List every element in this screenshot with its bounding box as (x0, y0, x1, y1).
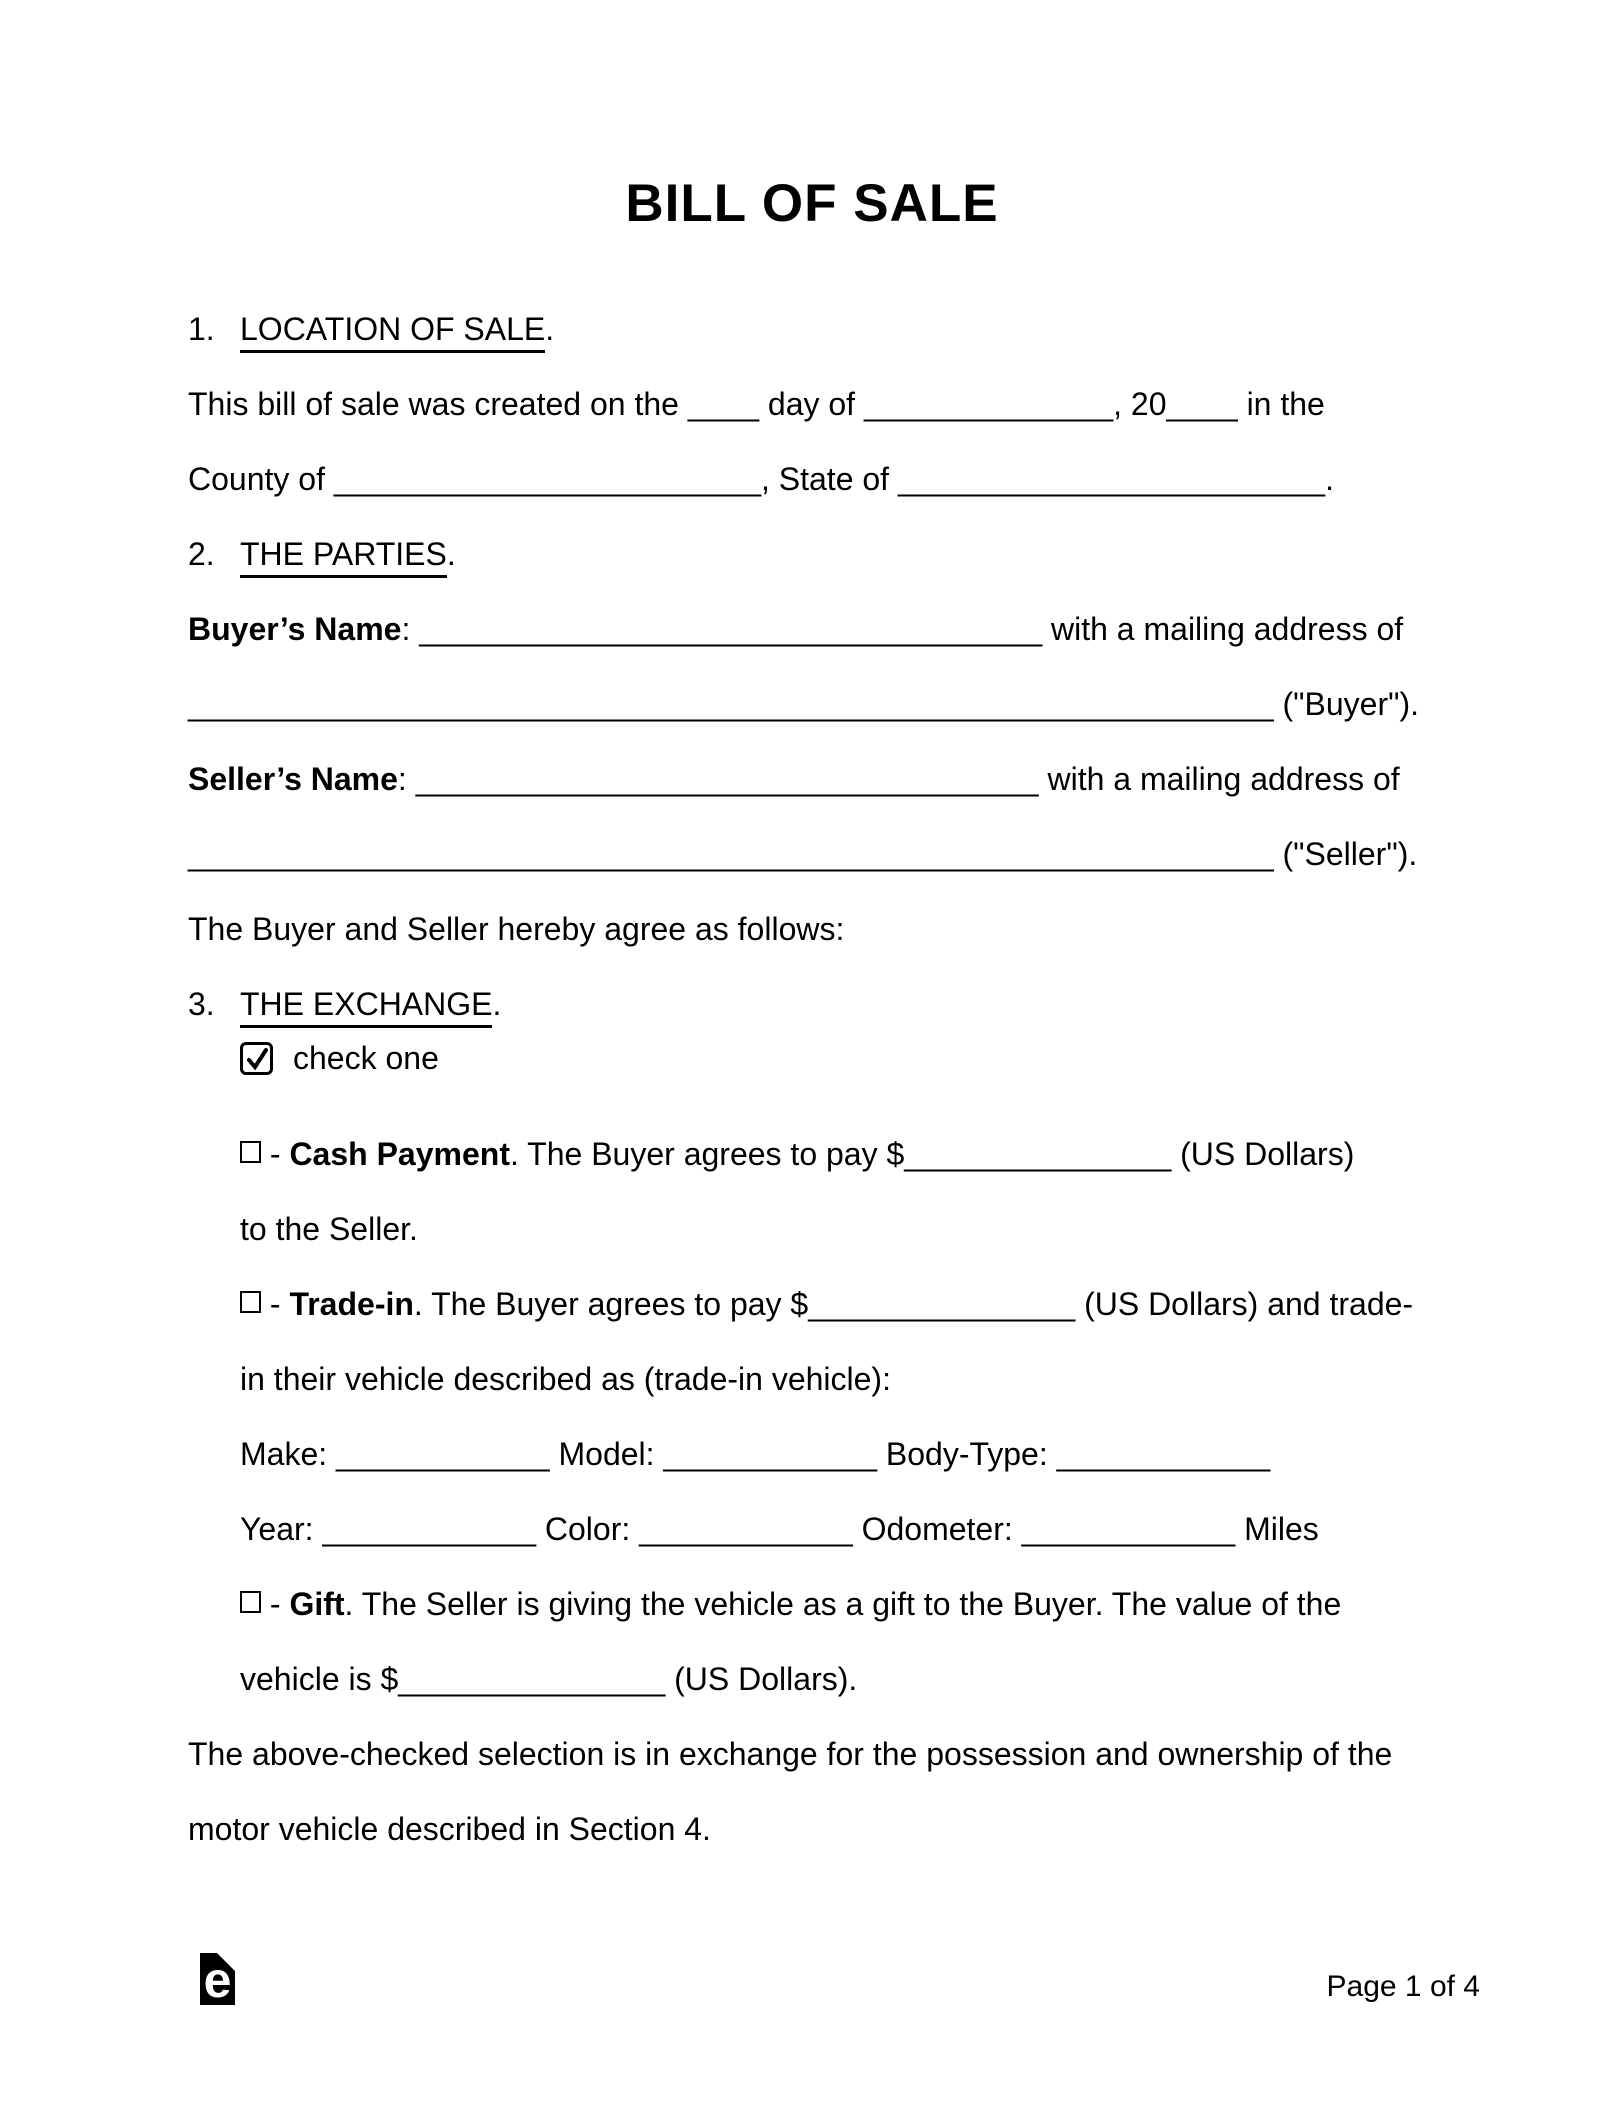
miles-label: Miles (1235, 1511, 1319, 1547)
trade-separator: - (261, 1286, 290, 1322)
buyer-name-label: Buyer’s Name (188, 611, 402, 647)
county-blank[interactable]: ________________________ (333, 461, 761, 497)
check-one-line (240, 1042, 439, 1075)
created-text-4: in the (1237, 386, 1325, 422)
trade-in-continuation: in their vehicle described as (trade-in vehicle): (240, 1361, 891, 1397)
model-blank[interactable]: ____________ (663, 1436, 877, 1472)
cash-payment-checkbox-icon[interactable] (240, 1141, 261, 1163)
gift-checkbox-icon[interactable] (240, 1591, 261, 1613)
vehicle-row-1 (240, 1435, 1270, 1473)
section-1-number: 1. (188, 311, 215, 347)
agreement-line: The Buyer and Seller hereby agree as follows: (188, 911, 845, 947)
gift-value-label: vehicle is $ (240, 1661, 399, 1697)
body-type-blank[interactable]: ____________ (1056, 1436, 1271, 1472)
gift-text-1: . The Seller is giving the vehicle as a gift to the Buyer. The value of the (344, 1586, 1342, 1622)
section-3-heading (188, 985, 501, 1023)
section-3-heading-period: . (492, 986, 502, 1022)
seller-name-blank[interactable]: ___________________________________ (415, 761, 1039, 797)
model-label: Model: (549, 1436, 664, 1472)
trade-in-label: Trade-in (289, 1286, 414, 1322)
trade-text-1: . The Buyer agrees to pay $ (413, 1286, 809, 1322)
check-one-label: check one (293, 1040, 439, 1076)
created-text-1: This bill of sale was created on the (188, 386, 688, 422)
seller-name-tail: with a mailing address of (1038, 761, 1400, 797)
section-2-number: 2. (188, 536, 215, 572)
section-1-heading-text: LOCATION OF SALE (240, 311, 545, 353)
page-number: Page 1 of 4 (1326, 1970, 1480, 2003)
document-title: BILL OF SALE (625, 174, 999, 233)
buyer-name-blank[interactable]: ___________________________________ (419, 611, 1043, 647)
seller-address-line (188, 835, 1417, 873)
state-label: , State of (760, 461, 898, 497)
seller-name-colon: : (397, 761, 416, 797)
cash-payment-label: Cash Payment (289, 1136, 510, 1172)
vehicle-year-blank[interactable]: ____________ (322, 1511, 536, 1547)
section-1-heading-period: . (545, 311, 555, 347)
section-1-heading (188, 310, 554, 348)
county-state-line (188, 460, 1334, 498)
buyer-name-colon: : (401, 611, 420, 647)
trade-in-checkbox-icon[interactable] (240, 1291, 261, 1313)
trade-in-option (240, 1285, 1413, 1323)
eforms-logo-letter: e (203, 1952, 232, 2008)
county-line-period: . (1325, 461, 1334, 497)
trade-text-2: (US Dollars) and trade- (1075, 1286, 1414, 1322)
state-blank[interactable]: ________________________ (897, 461, 1326, 497)
closing-line-2: motor vehicle described in Section 4. (188, 1811, 711, 1847)
odometer-label: Odometer: (852, 1511, 1022, 1547)
odometer-blank[interactable]: ____________ (1021, 1511, 1236, 1547)
make-blank[interactable]: ____________ (336, 1436, 550, 1472)
year-blank[interactable]: ____ (1166, 386, 1238, 422)
seller-address-blank[interactable]: _____________________________________________________________ (188, 836, 1274, 872)
trade-amount-blank[interactable]: _______________ (808, 1286, 1076, 1322)
cash-payment-continuation: to the Seller. (240, 1211, 418, 1247)
body-type-label: Body-Type: (876, 1436, 1057, 1472)
gift-label: Gift (289, 1586, 345, 1622)
section-2-heading-text: THE PARTIES (240, 536, 447, 578)
checked-checkbox-icon (240, 1042, 273, 1075)
buyer-address-blank[interactable]: _____________________________________________________________ (188, 686, 1274, 722)
gift-separator: - (261, 1586, 290, 1622)
seller-address-tail: ("Seller"). (1273, 836, 1418, 872)
vehicle-row-2 (240, 1510, 1319, 1548)
created-text-3: , 20 (1113, 386, 1167, 422)
county-label: County of (188, 461, 334, 497)
section-2-heading (188, 535, 456, 573)
section-2-heading-period: . (446, 536, 456, 572)
day-blank[interactable]: ____ (687, 386, 759, 422)
eforms-logo-icon (200, 1952, 235, 2008)
month-blank[interactable]: ______________ (863, 386, 1114, 422)
created-date-line (188, 385, 1325, 423)
buyer-address-line (188, 685, 1419, 723)
buyer-name-line (188, 610, 1403, 648)
buyer-name-tail: with a mailing address of (1042, 611, 1404, 647)
cash-text-1: . The Buyer agrees to pay $ (509, 1136, 905, 1172)
year-label: Year: (240, 1511, 323, 1547)
cash-payment-option (240, 1135, 1354, 1173)
gift-option (240, 1585, 1341, 1623)
seller-name-label: Seller’s Name (188, 761, 398, 797)
buyer-address-tail: ("Buyer"). (1273, 686, 1420, 722)
gift-continuation (240, 1660, 857, 1698)
cash-amount-blank[interactable]: _______________ (904, 1136, 1172, 1172)
make-label: Make: (240, 1436, 337, 1472)
cash-separator: - (261, 1136, 290, 1172)
seller-name-line (188, 760, 1400, 798)
section-3-number: 3. (188, 986, 215, 1022)
color-label: Color: (536, 1511, 640, 1547)
gift-value-tail: (US Dollars). (665, 1661, 858, 1697)
color-blank[interactable]: ____________ (639, 1511, 853, 1547)
created-text-2: day of (759, 386, 864, 422)
closing-line-1: The above-checked selection is in exchange for the possession and ownership of the (188, 1736, 1393, 1772)
section-3-heading-text: THE EXCHANGE (240, 986, 492, 1028)
gift-value-blank[interactable]: _______________ (398, 1661, 666, 1697)
cash-text-2: (US Dollars) (1171, 1136, 1355, 1172)
